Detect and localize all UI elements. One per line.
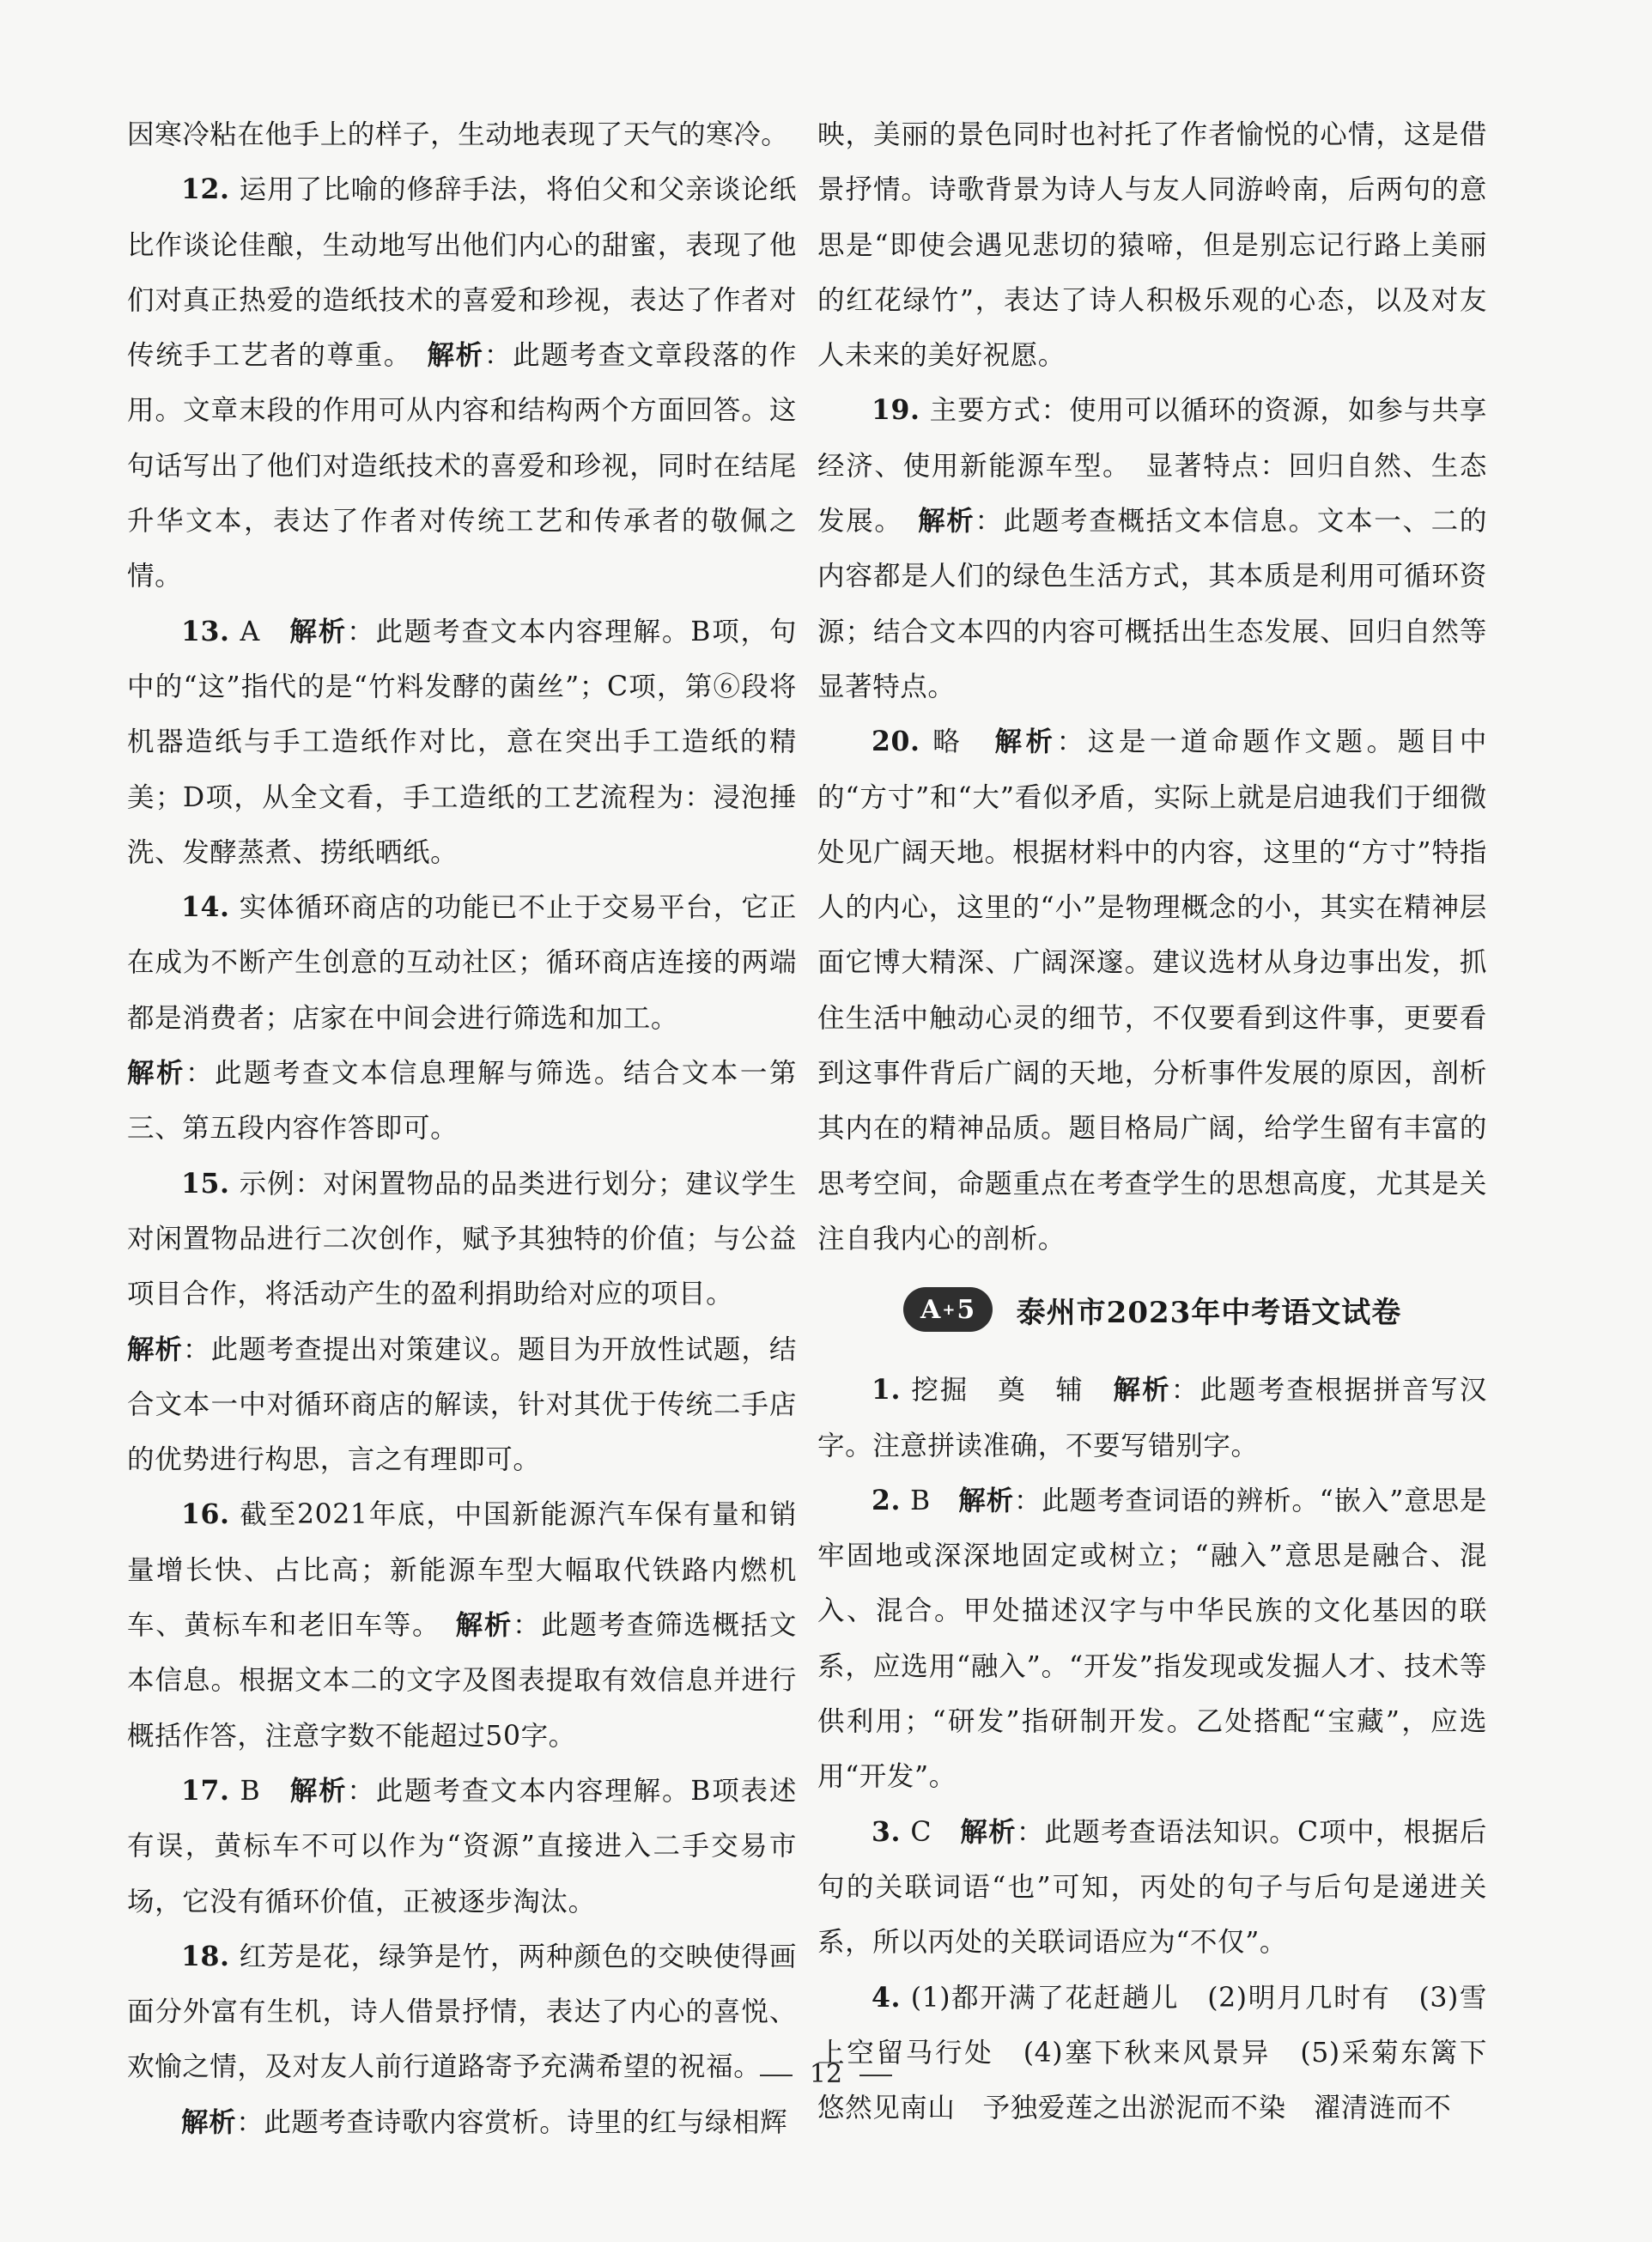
analysis-label: 解析 xyxy=(958,1484,1014,1516)
question-number: 12. xyxy=(181,173,230,206)
section-badge xyxy=(903,1287,993,1332)
right-column-top xyxy=(817,107,1487,1267)
analysis-text: ：此题考查词语的辨析。“嵌入”意思是牢固地或深深地固定或树立；“融入”意思是融合、混入、混合。甲处描述汉字与中华民族的文化基因的联系，应选用“融入”。“开发”指发现或发掘人才、技术等供利用；“研发”指研制开发。乙处搭配“宝藏”，应选用“开发”。 xyxy=(817,1485,1487,1793)
analysis-text: ：此题考查文本内容理解。B项表述有误，黄标车不可以作为“资源”直接进入二手交易市场，它没有循环价值，正被逐步淘汰。 xyxy=(127,1775,797,1917)
answer-text: 示例：对闲置物品的品类进行划分；建议学生对闲置物品进行二次创作，赋予其独特的价值；与公益项目合作，将活动产生的盈利捐助给对应的项目。 xyxy=(127,1168,797,1310)
answer-text: B xyxy=(909,1485,931,1516)
question-number: 14. xyxy=(181,891,230,924)
analysis-text: ：此题考查语法知识。C项中，根据后句的关联词语“也”可知，丙处的句子与后句是递进关系，所以丙处的关联词语应为“不仅”。 xyxy=(817,1816,1487,1959)
analysis-text: ：此题考查筛选概括文本信息。根据文本二的文字及图表提取有效信息并进行概括作答，注意字数不能超过50字。 xyxy=(127,1610,797,1752)
answer-paragraph xyxy=(127,1046,797,1157)
answer-paragraph xyxy=(817,714,1487,1267)
section-title: 泰州市2023年中考语文试卷 xyxy=(1016,1295,1402,1330)
footer-dash-left xyxy=(760,2075,793,2076)
analysis-label: 解析 xyxy=(1113,1374,1171,1407)
answer-text: 主要方式：使用可以循环的资源，如参与共享经济、使用新能源车型。 显著特点：回归自然、生态发展。 xyxy=(817,395,1487,538)
question-number: 17. xyxy=(181,1774,230,1807)
answer-text: 映，美丽的景色同时也衬托了作者愉悦的心情，这是借景抒情。诗歌背景为诗人与友人同游岭南，后两句的意思是“即使会遇见悲切的猿啼，但是别忘记行路上美丽的红花绿竹”，表达了诗人积极乐观的心态，以及对友人未来的美好祝愿。 xyxy=(817,119,1487,372)
answer-paragraph xyxy=(127,605,797,880)
question-number: 20. xyxy=(872,726,920,758)
analysis-text: ：此题考查文章段落的作用。文章末段的作用可从内容和结构两个方面回答。这句话写出了他们对造纸技术的喜爱和珍视，同时在结尾升华文本，表达了作者对传统工艺和传承者的敬佩之情。 xyxy=(127,340,797,592)
analysis-text: ：此题考查文本信息理解与筛选。结合文本一第三、第五段内容作答即可。 xyxy=(127,1058,797,1145)
answer-text: 运用了比喻的修辞手法，将伯父和父亲谈论纸比作谈论佳酿，生动地写出他们内心的甜蜜，表现了他们对真正热爱的造纸技术的喜爱和珍视，表达了作者对传统手工艺者的尊重。 xyxy=(127,174,797,372)
page-number: 12 xyxy=(809,2059,843,2089)
question-number: 13. xyxy=(181,615,230,647)
analysis-text: ：此题考查诗歌内容赏析。诗里的红与绿相辉 xyxy=(236,2106,788,2138)
answer-paragraph xyxy=(127,107,797,162)
footer-dash-right xyxy=(859,2075,892,2076)
answer-paragraph xyxy=(817,107,1487,383)
analysis-label: 解析 xyxy=(427,339,484,372)
right-column-bottom xyxy=(817,1363,1515,2136)
question-number: 2. xyxy=(872,1484,902,1516)
answer-text: 挖掘 奠 辅 xyxy=(911,1375,1084,1407)
answer-paragraph xyxy=(127,1322,797,1488)
analysis-label: 解析 xyxy=(455,1609,513,1642)
answer-text: A xyxy=(240,616,260,647)
answer-paragraph xyxy=(817,1473,1487,1805)
analysis-label: 解析 xyxy=(289,1774,348,1807)
question-number: 19. xyxy=(872,394,920,427)
section-header xyxy=(817,1268,1487,1351)
answer-text: 略 xyxy=(932,726,964,758)
analysis-label: 解析 xyxy=(181,2105,237,2138)
answer-paragraph xyxy=(127,2095,797,2150)
answer-paragraph xyxy=(127,1487,797,1763)
right-column xyxy=(817,107,1515,2136)
answer-text: 截至2021年底，中国新能源汽车保有量和销量增长快、占比高；新能源车型大幅取代铁路内燃机车、黄标车和老旧车等。 xyxy=(127,1499,797,1642)
question-number: 16. xyxy=(181,1498,230,1531)
answer-paragraph xyxy=(127,1157,797,1322)
badge-sup: + xyxy=(942,1300,956,1319)
answer-text: 红芳是花，绿笋是竹，两种颜色的交映使得画面分外富有生机，诗人借景抒情，表达了内心的喜悦、欢愉之情，及对友人前行道路寄予充满希望的祝福。 xyxy=(127,1941,797,2083)
analysis-text: ：此题考查提出对策建议。题目为开放性试题，结合文本一中对循环商店的解读，针对其优于传统二手店的优势进行构思，言之有理即可。 xyxy=(127,1334,798,1476)
analysis-label: 解析 xyxy=(127,1057,185,1090)
analysis-text: ：此题考查文本内容理解。B项，句中的“这”指代的是“竹料发酵的菌丝”；C项，第⑥段将机器造纸与手工造纸作对比，意在突出手工造纸的精美；D项，从全文看，手工造纸的工艺流程为：浸泡捶洗、发酵蒸煮、捞纸晒纸。 xyxy=(127,616,797,868)
question-number: 15. xyxy=(181,1167,230,1200)
analysis-label: 解析 xyxy=(127,1333,184,1365)
analysis-label: 解析 xyxy=(994,726,1057,758)
answer-text: B xyxy=(240,1775,261,1807)
analysis-text: ：此题考查根据拼音写汉字。注意拼读准确，不要写错别字。 xyxy=(817,1375,1488,1461)
question-number: 4. xyxy=(872,1981,902,2014)
question-number: 1. xyxy=(872,1374,902,1407)
analysis-text: ：此题考查概括文本信息。文本一、二的内容都是人们的绿色生活方式，其本质是利用可循环资源；结合文本四的内容可概括出生态发展、回归自然等显著特点。 xyxy=(817,506,1487,702)
page-footer xyxy=(0,2059,1652,2089)
question-number: 3. xyxy=(872,1815,902,1848)
left-column xyxy=(127,107,797,2150)
analysis-label: 解析 xyxy=(960,1815,1017,1848)
analysis-label: 解析 xyxy=(918,505,975,538)
answer-paragraph xyxy=(817,383,1487,714)
answer-text: 因寒冷粘在他手上的样子，生动地表现了天气的寒冷。 xyxy=(127,119,789,150)
answer-paragraph xyxy=(127,880,797,1046)
answer-paragraph xyxy=(817,1363,1487,1473)
answer-paragraph xyxy=(817,1971,1515,2136)
answer-text: C xyxy=(910,1816,932,1848)
answer-text: (1)都开满了花赶趟儿 (2)明月几时有 (3)雪上空留马行处 (4)塞下秋来风景异 (5)采菊东篱下 悠然见南山 予独爱莲之出淤泥而不染 濯清涟而不 xyxy=(817,1982,1515,2124)
badge-letter: A xyxy=(920,1294,941,1325)
answer-paragraph xyxy=(127,1764,797,1929)
answer-paragraph xyxy=(127,162,797,604)
answer-text: 实体循环商店的功能已不止于交易平台，它正在成为不断产生创意的互动社区；循环商店连接的两端都是消费者；店家在中间会进行筛选和加工。 xyxy=(127,892,797,1034)
answer-paragraph xyxy=(817,1805,1487,1971)
analysis-label: 解析 xyxy=(289,615,348,647)
badge-number: 5 xyxy=(957,1294,975,1325)
question-number: 18. xyxy=(181,1940,230,1972)
analysis-text: ：这是一道命题作文题。题目中的“方寸”和“大”看似矛盾，实际上就是启迪我们于细微处见广阔天地。根据材料中的内容，这里的“方寸”特指人的内心，这里的“小”是物理概念的小，其实在精神层面它博大精深、广阔深邃。建议选材从身边事出发，抓住生活中触动心灵的细节，不仅要看到这件事，更要看到这事件背后广阔的天地，分析事件发展的原因，剖析其内在的精神品质。题目格局广阔，给学生留有丰富的思考空间，命题重点在考查学生的思想高度，尤其是关注自我内心的剖析。 xyxy=(817,726,1488,1255)
